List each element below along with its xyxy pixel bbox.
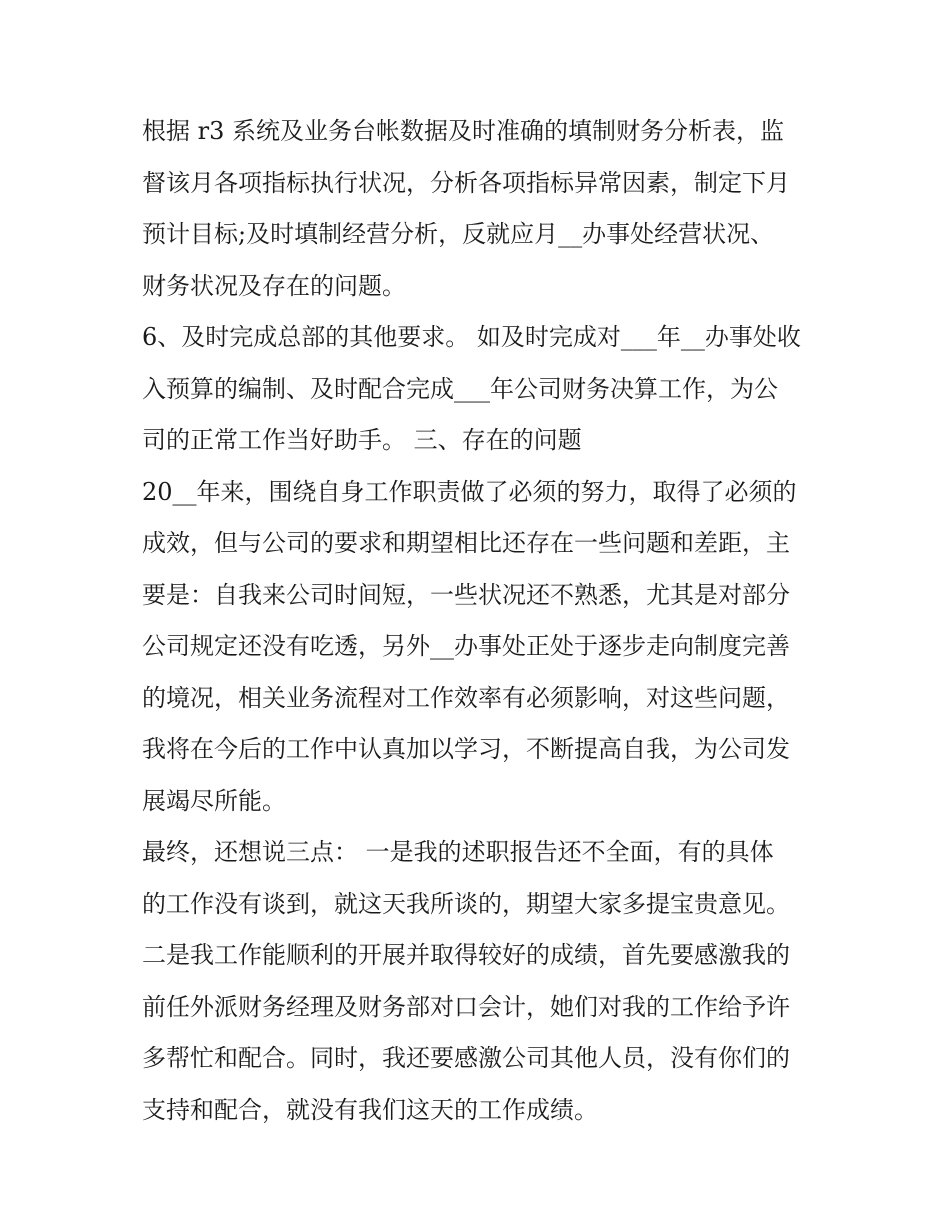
text-line: 二是我工作能顺利的开展并取得较好的成绩，首先要感激我的 xyxy=(142,941,790,969)
text-line: 的工作没有谈到，就这天我所谈的，期望大家多提宝贵意见。 xyxy=(142,889,790,918)
text-line: 根据 r3 系统及业务台帐数据及时准确的填制财务分析表，监 xyxy=(142,117,784,145)
text-line: 的境况，相关业务流程对工作效率有必须影响，对这些问题， xyxy=(142,683,790,712)
text-line: 公司规定还没有吃透，另外__办事处正处于逐步走向制度完善 xyxy=(142,632,790,660)
document-body xyxy=(142,106,822,1136)
text-line: 成效，但与公司的要求和期望相比还存在一些问题和差距，主 xyxy=(142,529,790,557)
text-line: 6、及时完成总部的其他要求。 如及时完成对___年__办事处收 xyxy=(142,323,801,351)
text-line: 要是：自我来公司时间短，一些状况还不熟悉，尤其是对部分 xyxy=(142,580,790,609)
text-line: 支持和配合，就没有我们这天的工作成绩。 xyxy=(142,1095,598,1124)
text-line: 财务状况及存在的问题。 xyxy=(142,271,406,300)
text-line: 最终，还想说三点： 一是我的述职报告还不全面，有的具体 xyxy=(142,838,774,866)
text-line: 入预算的编制、及时配合完成___年公司财务决算工作，为公 xyxy=(142,374,778,403)
text-line: 我将在今后的工作中认真加以学习，不断提高自我，为公司发 xyxy=(142,735,790,763)
text-line: 20__年来，围绕自身工作职责做了必须的努力，取得了必须的 xyxy=(142,477,797,506)
text-line: 多帮忙和配合。同时，我还要感激公司其他人员，没有你们的 xyxy=(142,1044,790,1072)
text-line: 前任外派财务经理及财务部对口会计，她们对我的工作给予许 xyxy=(142,992,790,1021)
text-line: 司的正常工作当好助手。 三、存在的问题 xyxy=(142,426,582,454)
text-line: 督该月各项指标执行状况，分析各项指标异常因素，制定下月 xyxy=(142,168,790,197)
text-line: 展竭尽所能。 xyxy=(142,786,286,815)
text-line: 预计目标;及时填制经营分析，反就应月__办事处经营状况、 xyxy=(142,220,775,248)
